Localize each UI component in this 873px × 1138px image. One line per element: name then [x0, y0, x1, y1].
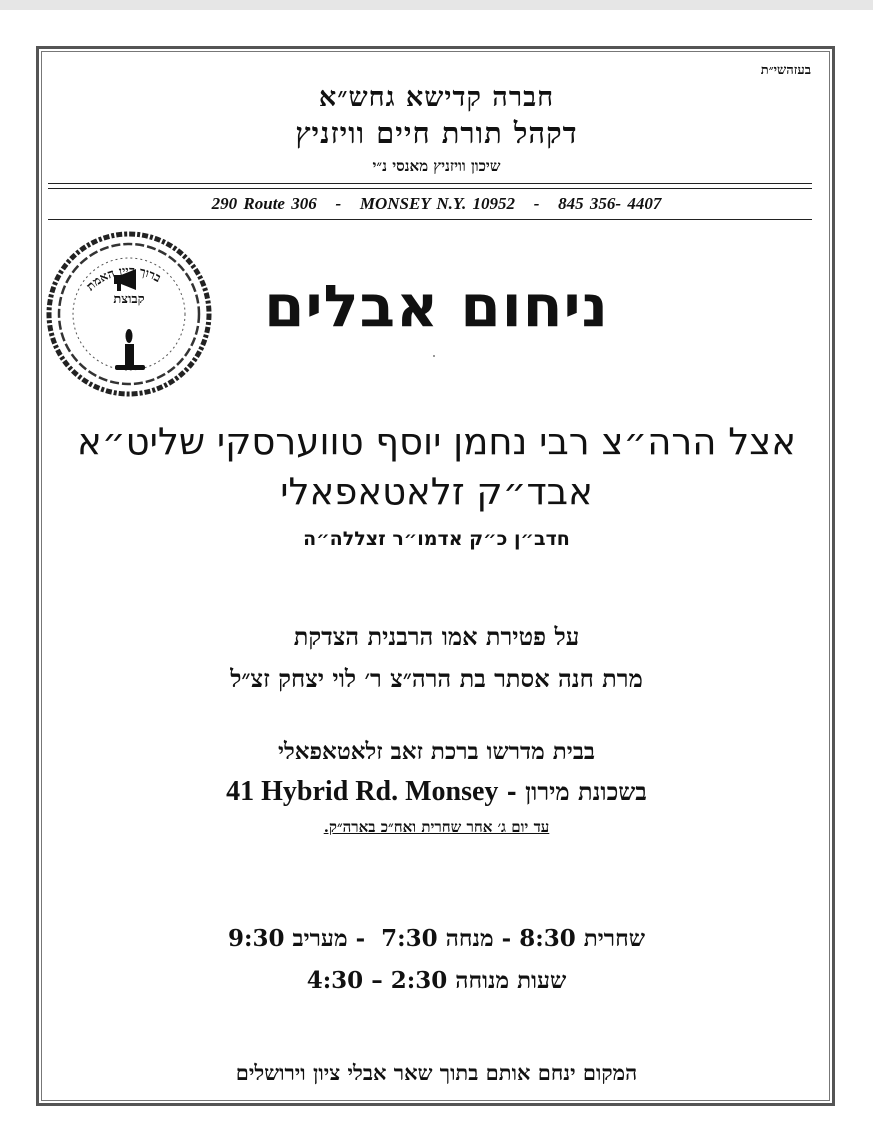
until-line — [0, 818, 873, 837]
location-hebrew: בשכונת מירון - — [506, 777, 647, 806]
header-divider-bottom — [48, 219, 812, 220]
mourner-line1: אצל הרה״צ רבי נחמן יוסף טווערסקי שליט״א — [77, 420, 796, 463]
deceased-line1: על פטירת אמו הרבנית הצדקת — [293, 622, 580, 651]
stamp-ring-text: ברוך דיין האמת — [83, 263, 164, 294]
speck — [433, 355, 435, 357]
address-line: 290 Route 306 - MONSEY N.Y. 10952 - 845 356- 4407 — [211, 194, 662, 213]
location-english: 41 Hybrid Rd. Monsey — [226, 776, 499, 807]
top-bar — [0, 0, 873, 10]
org-name-line2: דקהל תורת חיים וויזניץ — [295, 116, 578, 150]
bsd-label: בעזהשי״ת — [760, 63, 811, 78]
mourner-line3: חדב״ן כ״ק אדמו״ר זצללה״ה — [303, 528, 570, 550]
closing-line: המקום ינחם אותם בתוך שאר אבלי ציון וירושלים — [235, 1060, 638, 1085]
org-subtitle: שיכון וויזניץ מאנסי נ״י — [372, 157, 501, 175]
until-text: עד יום ג׳ אחר שחרית ואח״כ בארה״ק. — [323, 818, 550, 836]
notice-title: ניחום אבלים — [264, 272, 609, 340]
location-line1: בבית מדרשו ברכת זאב זלאטאפאלי — [277, 738, 595, 765]
header-divider-top — [48, 183, 812, 184]
deceased-line2: מרת חנה אסתר בת הרה״צ ר׳ לוי יצחק זצ״ל — [230, 664, 643, 693]
stamp-top-text: קבוצת — [113, 292, 145, 307]
prayer-times: שחרית 8:30 - מנחה 7:30 - מעריב 9:30 — [228, 925, 645, 952]
location-line2 — [0, 776, 873, 808]
rest-hours: שעות מנוחה 2:30 – 4:30 — [306, 967, 567, 994]
header-divider-top2 — [48, 188, 812, 189]
org-name-line1: חברה קדישא גחש״א — [318, 82, 555, 113]
mourner-line2: אבד״ק זלאטאפאלי — [280, 470, 593, 513]
